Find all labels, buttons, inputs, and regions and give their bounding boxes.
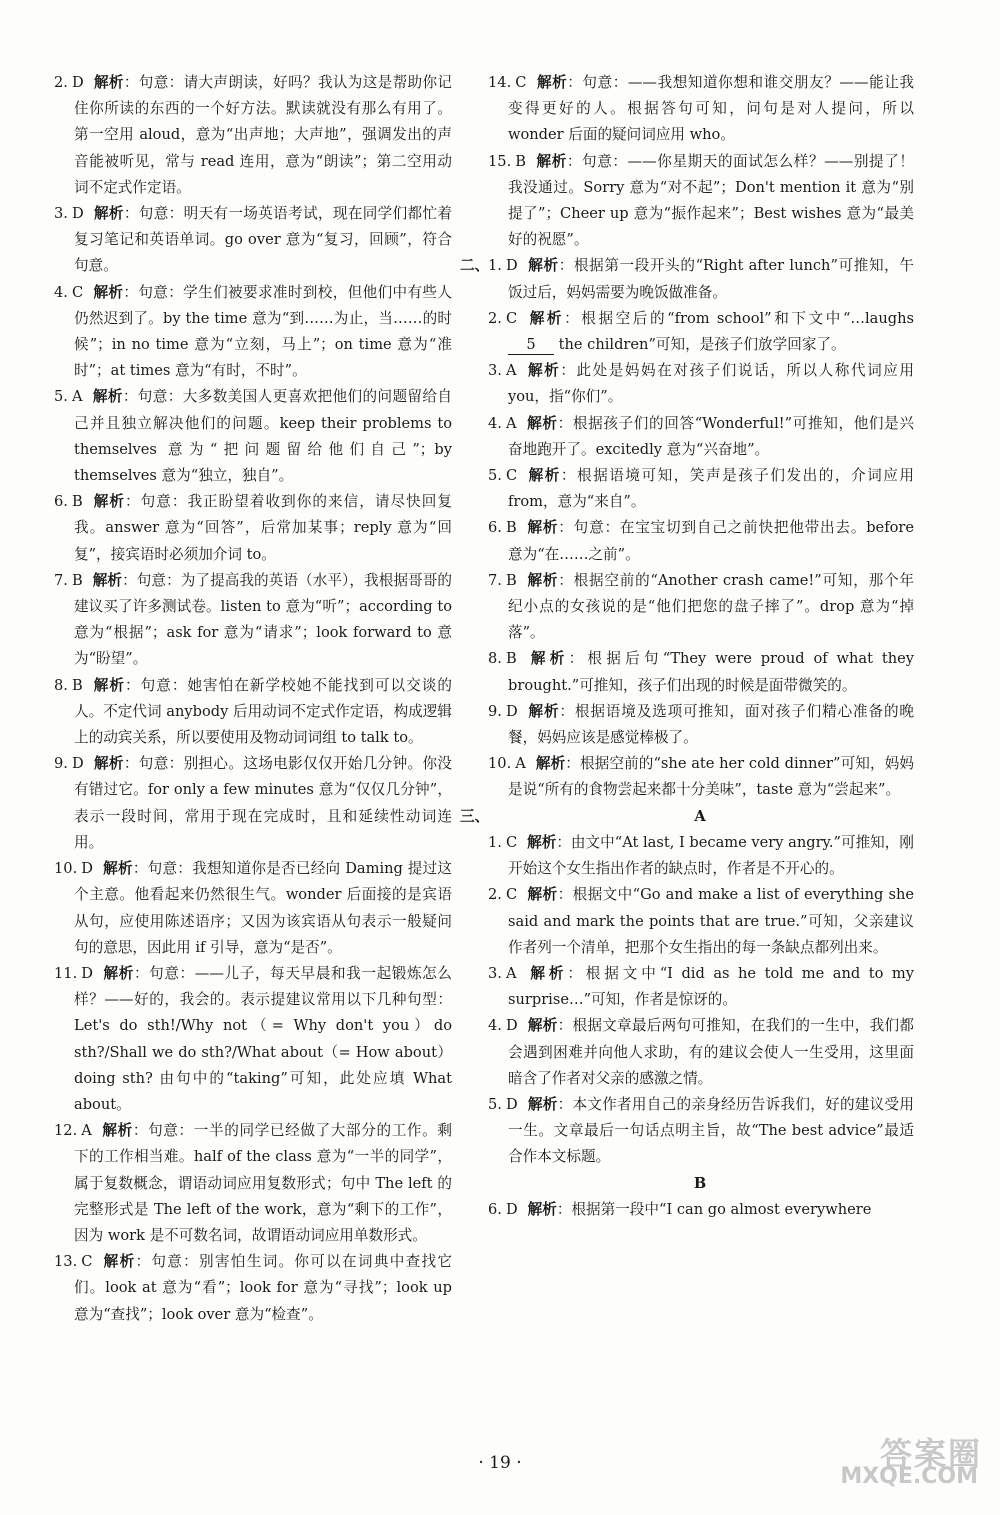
answer-item — [486, 646, 914, 698]
item-text: ：句意：请大声朗读，好吗？我认为这是帮助你记住你所读的东西的一个好方法。默读就没有那么有用了。第一空用 aloud，意为“出声地；大声地”，强调发出的声音能被听见，常与 read 连用，意为“朗读”；第二空用动词不定式作定语。 — [74, 74, 452, 196]
item-answer: B — [505, 650, 517, 668]
answer-item — [486, 1092, 914, 1171]
analysis-tag: 解析 — [92, 388, 123, 406]
item-text: ：句意：她害怕在新学校她不能找到可以交谈的人。不定代词 anybody 后用动词不定式作定语，构成逻辑上的动宾关系，所以要使用及物动词词组 to talk to。 — [74, 676, 452, 747]
section-three — [460, 804, 914, 1223]
item-number: 2. — [54, 74, 68, 91]
item-text: ：根据第一段中“I can go almost everywhere — [556, 1200, 872, 1218]
analysis-tag: 解析 — [526, 964, 568, 982]
item-answer: B — [71, 493, 83, 511]
right-column — [460, 70, 914, 1223]
answer-item — [486, 751, 914, 803]
analysis-tag: 解析 — [102, 860, 133, 878]
item-number: 7. — [488, 571, 502, 589]
analysis-tag: 解析 — [92, 493, 125, 511]
item-number: 9. — [54, 755, 68, 773]
item-number: 14. — [488, 74, 512, 91]
answer-item — [486, 568, 914, 647]
item-answer: C — [515, 74, 527, 91]
item-number: 9. — [488, 702, 502, 720]
item-answer: D — [505, 1095, 518, 1113]
answer-item — [486, 1197, 914, 1223]
blank-number: 5 — [508, 336, 554, 355]
answer-item — [52, 1249, 452, 1328]
item-text: ：句意：别害怕生词。你可以在词典中查找它们。look at 意为“看”；look for 意为“寻找”；look up 意为“查找”；look over 意为“检查”。 — [74, 1253, 452, 1323]
watermark-cn: 答案圈 — [879, 1435, 982, 1473]
item-text: ：句意：学生们被要求准时到校，但他们中有些人仍然迟到了。by the time 意为“到……为止，当……的时候”；in no time 意为“立刻，马上”；on time 意为“准时”；at times 意为“有时，不时”。 — [74, 283, 452, 380]
answer-item — [486, 253, 914, 305]
item-answer: D — [81, 860, 93, 878]
item-number: 3. — [488, 362, 502, 380]
answer-item — [486, 699, 914, 751]
item-number: 2. — [488, 886, 502, 904]
item-number: 8. — [54, 676, 68, 694]
item-number: 12. — [54, 1122, 78, 1140]
item-number: 13. — [54, 1253, 78, 1271]
item-text: ：句意：在宝宝切到自己之前快把他带出去。before 意为“在……之前”。 — [508, 519, 914, 563]
item-text: ：句意：我想知道你是否已经向 Daming 提过这个主意。他看起来仍然很生气。wonder 后面接的是宾语从句，应使用陈述语序；又因为该宾语从句表示一般疑问句的意思，因此用 if 引导，意为“是否”。 — [74, 860, 452, 956]
item-text: ：本文作者用自己的亲身经历告诉我们，好的建议受用一生。文章最后一句话点明主旨，故“The best advice”最适合作本文标题。 — [508, 1095, 914, 1166]
item-text: ：句意：——你星期天的面试怎么样？——别提了！我没通过。Sorry 意为“对不起”；Don't mention it 意为“别提了”；Cheer up 意为“振作起来”；Best wishes 意为“最美好的祝愿”。 — [508, 152, 914, 249]
page-number: · 19 · — [478, 1453, 522, 1473]
item-text: ：句意：我正盼望着收到你的来信，请尽快回复我。answer 意为“回答”，后常加某事；reply 意为“回复”，接宾语时必须加介词 to。 — [74, 493, 452, 563]
answer-item — [52, 751, 452, 856]
passage-a-heading: A — [694, 807, 706, 825]
item-answer: D — [71, 74, 84, 91]
item-text: ：根据后句“They were proud of what they brought.”可推知，孩子们出现的时候是面带微笑的。 — [508, 650, 914, 694]
item-text: ：句意：大多数美国人更喜欢把他们的问题留给自己并且独立解决他们的问题。keep their problems to themselves 意为“把问题留给他们自己”；by themselves 意为“独立，独自”。 — [74, 388, 452, 485]
item-number: 5. — [54, 388, 68, 406]
item-text: ：根据空前的“she ate her cold dinner”可知，妈妈是说“所有的食物尝起来都十分美味”，taste 意为“尝起来”。 — [508, 755, 914, 799]
watermark-logo — [832, 1429, 982, 1489]
analysis-tag: 解析 — [526, 519, 559, 537]
item-answer: C — [71, 283, 84, 301]
item-answer: D — [505, 702, 518, 720]
item-number: 3. — [488, 964, 502, 982]
analysis-tag: 解析 — [535, 755, 566, 773]
item-answer: D — [505, 257, 518, 275]
section-three-label: 三、 — [460, 807, 490, 825]
item-number: 4. — [54, 283, 68, 301]
item-answer: D — [81, 964, 93, 982]
analysis-tag: 解析 — [93, 283, 124, 301]
item-text: ：根据第一段开头的“Right after lunch”可推知，午饭过后，妈妈需要为晚饭做准备。 — [508, 257, 914, 301]
analysis-tag: 解析 — [527, 257, 559, 275]
left-column — [52, 70, 452, 1328]
item-number: 7. — [54, 571, 68, 589]
analysis-tag: 解析 — [526, 414, 558, 432]
item-number: 8. — [488, 650, 502, 668]
passage-b-heading: B — [693, 1174, 707, 1192]
analysis-tag: 解析 — [92, 676, 125, 694]
item-answer: A — [505, 414, 517, 432]
item-number: 3. — [54, 205, 68, 223]
item-answer: A — [81, 1122, 92, 1140]
answer-item — [486, 463, 914, 515]
analysis-tag: 解析 — [102, 1253, 136, 1271]
item-answer: C — [505, 833, 518, 851]
analysis-tag: 解析 — [93, 755, 124, 773]
answer-item — [486, 830, 914, 882]
answer-item — [486, 70, 914, 149]
answer-item — [52, 856, 452, 961]
item-text: ：根据文章最后两句可推知，在我们的一生中，我们都会遇到困难并向他人求助，有的建议会使人一生受用，这里面暗含了作者对父亲的感激之情。 — [508, 1017, 914, 1087]
answer-item — [52, 673, 452, 752]
item-answer: B — [71, 571, 83, 589]
item-answer: B — [505, 519, 517, 537]
answer-item — [486, 882, 914, 961]
item-number: 11. — [54, 964, 78, 982]
item-answer: D — [71, 755, 84, 773]
analysis-tag: 解析 — [527, 1200, 557, 1218]
item-number: 5. — [488, 1095, 502, 1113]
item-text: ：根据语境可知，笑声是孩子们发出的，介词应用 from，意为“来自”。 — [508, 467, 914, 511]
item-number: 6. — [488, 1200, 502, 1218]
item-answer: B — [505, 571, 517, 589]
analysis-tag: 解析 — [536, 74, 568, 91]
analysis-tag: 解析 — [527, 467, 561, 485]
item-answer: A — [515, 755, 526, 773]
item-text: ：句意：——儿子，每天早晨和我一起锻炼怎么样？——好的，我会的。表示提建议常用以下几种句型：Let's do sth!/Why not（= Why don't you）do sth?/Shall we do sth?/What about（= How about）doing sth? 由句中的“taking”可知，此处应填 What about。 — [74, 964, 452, 1113]
item-answer: D — [505, 1200, 518, 1218]
item-answer: B — [515, 152, 526, 170]
analysis-tag: 解析 — [102, 964, 134, 982]
item-answer: C — [505, 309, 518, 327]
analysis-tag: 解析 — [526, 650, 569, 668]
watermark-url: MXQE.COM — [840, 1464, 978, 1489]
analysis-tag: 解析 — [527, 1095, 558, 1113]
item-answer: C — [505, 467, 518, 485]
analysis-tag: 解析 — [526, 571, 559, 589]
item-answer: D — [505, 1017, 518, 1035]
item-text: ：根据空后的“from school”和下文中“…laughs — [564, 309, 914, 327]
answer-item — [52, 1118, 452, 1249]
answer-item — [52, 201, 452, 280]
item-text: ：句意：为了提高我的英语（水平），我根据哥哥的建议买了许多测试卷。listen to 意为“听”；according to 意为“根据”；ask for 意为“请求”；look forward to 意为“盼望”。 — [74, 571, 452, 668]
item-answer: A — [71, 388, 83, 406]
analysis-tag: 解析 — [92, 571, 123, 589]
item-text: ：根据文中“Go and make a list of everything she said and mark the points that are true.”可知，父亲建议作者列一个清单，把那个女生指出的每一条缺点都列出来。 — [508, 886, 914, 956]
section-two-label: 二、 — [460, 257, 490, 275]
analysis-tag: 解析 — [93, 74, 124, 91]
item-answer: A — [505, 362, 517, 380]
answer-item — [52, 280, 452, 385]
item-text: ：根据孩子们的回答“Wonderful!”可推知，他们是兴奋地跑开了。excitedly 意为“兴奋地”。 — [508, 414, 914, 458]
item-number: 15. — [488, 152, 512, 170]
analysis-tag: 解析 — [535, 152, 567, 170]
section-two — [460, 253, 914, 803]
item-text: ：句意：明天有一场英语考试，现在同学们都忙着复习笔记和英语单词。go over 意为“复习，回顾”，符合句意。 — [74, 205, 452, 275]
analysis-tag: 解析 — [527, 1017, 558, 1035]
item-text: ：句意：——我想知道你想和谁交朋友？——能让我变得更好的人。根据答句可知，问句是对人提问，所以 wonder 后面的疑问词应用 who。 — [508, 74, 914, 144]
item-number: 5. — [488, 467, 502, 485]
answer-item — [486, 149, 914, 254]
item-number: 2. — [488, 309, 502, 327]
item-number: 6. — [54, 493, 68, 511]
answer-item — [486, 515, 914, 567]
item-answer: B — [71, 676, 83, 694]
answer-item — [52, 384, 452, 489]
item-text: ：句意：别担心。这场电影仅仅开始几分钟。你没有错过它。for only a few minutes 意为“仅仅几分钟”，表示一段时间，常用于现在完成时，且和延续性动词连用。 — [74, 755, 452, 851]
item-number: 4. — [488, 414, 502, 432]
analysis-tag: 解析 — [101, 1122, 133, 1140]
item-number: 10. — [54, 860, 78, 878]
answer-item — [52, 961, 452, 1118]
item-text: ：由文中“At last, I became very angry.”可推知，刚开始这个女生指出作者的缺点时，作者是不开心的。 — [508, 833, 914, 878]
answer-item — [486, 1013, 914, 1092]
item-answer: C — [505, 886, 518, 904]
answer-item — [52, 568, 452, 673]
analysis-tag: 解析 — [527, 886, 558, 904]
item-text: ：句意：一半的同学已经做了大部分的工作。剩下的工作相当难。half of the class 意为“一半的同学”，属于复数概念，谓语动词应用复数形式；句中 The left 的完整形式是 The left of the work，意为“剩下的工作”，因为 work 是不可数名词，故谓语动词应用单数形式。 — [74, 1122, 452, 1244]
answer-item — [52, 489, 452, 568]
analysis-tag: 解析 — [527, 309, 565, 327]
item-number: 4. — [488, 1017, 502, 1035]
item-number: 10. — [488, 755, 512, 773]
analysis-tag: 解析 — [527, 833, 557, 851]
analysis-tag: 解析 — [526, 362, 561, 380]
item-number: 1. — [488, 257, 502, 275]
item-answer: C — [81, 1253, 93, 1271]
answer-item — [486, 358, 914, 410]
item-text: ：此处是妈妈在对孩子们说话，所以人称代词应用 you，指“你们”。 — [508, 362, 914, 406]
item-text: the children”可知，是孩子们放学回家了。 — [554, 336, 846, 354]
item-answer: D — [71, 205, 84, 223]
answer-item — [486, 411, 914, 463]
item-text: ：根据语境及选项可推知，面对孩子们精心准备的晚餐，妈妈应该是感觉棒极了。 — [508, 702, 914, 747]
item-text: ：根据文中“I did as he told me and to my surprise…”可知，作者是惊讶的。 — [508, 964, 914, 1009]
item-number: 1. — [488, 833, 502, 851]
item-answer: A — [505, 964, 517, 982]
answer-item — [52, 70, 452, 201]
item-text: ：根据空前的“Another crash came!”可知，那个年纪小点的女孩说的是“他们把您的盘子摔了”。drop 意为“掉落”。 — [508, 571, 914, 642]
answer-item — [486, 961, 914, 1013]
item-number: 6. — [488, 519, 502, 537]
analysis-tag: 解析 — [527, 702, 560, 720]
analysis-tag: 解析 — [93, 205, 124, 223]
answer-item — [486, 306, 914, 358]
